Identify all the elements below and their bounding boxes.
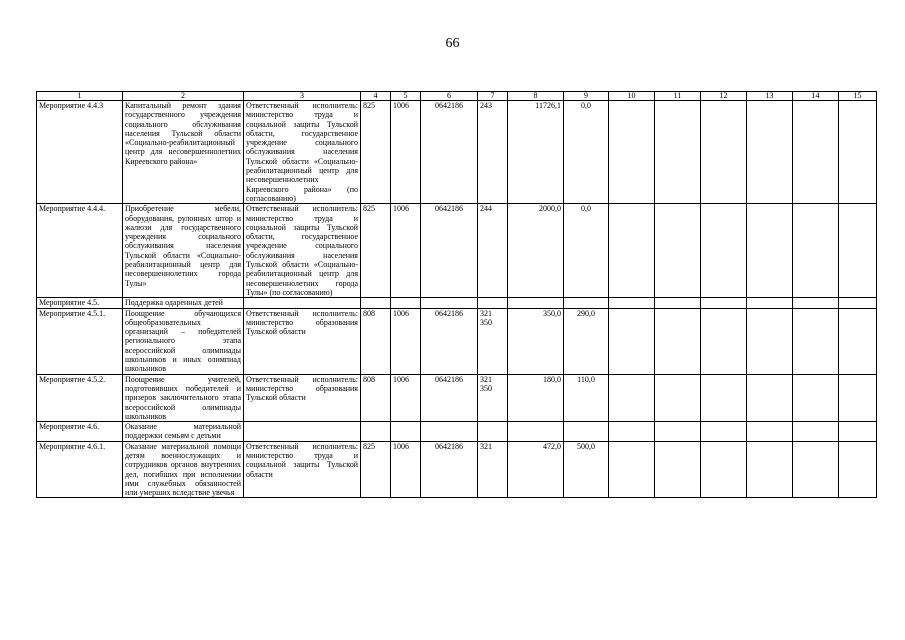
code-target: 0642186 bbox=[421, 374, 478, 421]
code-target: 0642186 bbox=[421, 101, 478, 204]
empty-cell bbox=[793, 204, 839, 298]
empty-cell bbox=[793, 101, 839, 204]
code-expense-type: 244 bbox=[478, 204, 508, 298]
measure-description: Оказание материальной помощи детям военнослужащих и сотрудников органов внутренних дел, погибших при исполнении ими служебных обязанностей или умерших вследствие увечья bbox=[123, 441, 244, 498]
amount-value: 500,0 bbox=[564, 441, 609, 498]
column-header: 12 bbox=[701, 92, 747, 101]
amount-value: 180,0 bbox=[508, 374, 564, 421]
empty-cell bbox=[478, 298, 508, 308]
empty-cell bbox=[701, 298, 747, 308]
empty-cell bbox=[655, 422, 701, 442]
measure-id: Мероприятие 4.4.3 bbox=[37, 101, 123, 204]
empty-cell bbox=[701, 308, 747, 374]
empty-cell bbox=[361, 422, 391, 442]
amount-value: 472,0 bbox=[508, 441, 564, 498]
measure-description: Поощрение учителей, подготовивших победителей и призеров заключительного этапа всероссийской олимпиады школьников bbox=[123, 374, 244, 421]
empty-cell bbox=[839, 441, 877, 498]
code-grbs: 825 bbox=[361, 101, 391, 204]
empty-cell bbox=[701, 374, 747, 421]
measure-id: Мероприятие 4.6.1. bbox=[37, 441, 123, 498]
amount-value: 2000,0 bbox=[508, 204, 564, 298]
empty-cell bbox=[793, 441, 839, 498]
measure-description: Поощрение обучающихся общеобразовательных организаций – победителей регионального этапа всероссийской олимпиады школьников и иных олимпиад школьников bbox=[123, 308, 244, 374]
amount-value: 110,0 bbox=[564, 374, 609, 421]
amount-value: 350,0 bbox=[508, 308, 564, 374]
empty-cell bbox=[609, 204, 655, 298]
empty-cell bbox=[839, 101, 877, 204]
code-grbs: 825 bbox=[361, 204, 391, 298]
code-grbs: 808 bbox=[361, 374, 391, 421]
empty-cell bbox=[508, 422, 564, 442]
empty-cell bbox=[793, 374, 839, 421]
empty-cell bbox=[701, 101, 747, 204]
table-row bbox=[37, 441, 877, 498]
empty-cell bbox=[747, 308, 793, 374]
empty-cell bbox=[655, 441, 701, 498]
empty-cell bbox=[839, 422, 877, 442]
measure-id: Мероприятие 4.5.2. bbox=[37, 374, 123, 421]
empty-cell bbox=[701, 441, 747, 498]
table-row bbox=[37, 101, 877, 204]
code-expense-type: 321 bbox=[478, 441, 508, 498]
empty-cell bbox=[361, 298, 391, 308]
responsible-executor: Ответственный исполнитель: министерство труда и социальной защиты Тульской области, государственное учреждение социального обслуживания населения Тульской области «Социально-реабилитационный центр для несовершеннолетних Киреевского района» (по согласованию) bbox=[244, 101, 361, 204]
column-header: 14 bbox=[793, 92, 839, 101]
measure-id: Мероприятие 4.4.4. bbox=[37, 204, 123, 298]
section-title: Оказание материальной поддержки семьям с детьми bbox=[123, 422, 244, 442]
code-section: 1006 bbox=[391, 308, 421, 374]
code-target: 0642186 bbox=[421, 308, 478, 374]
code-target: 0642186 bbox=[421, 441, 478, 498]
empty-cell bbox=[839, 308, 877, 374]
measure-description: Капитальный ремонт здания государственного учреждения социального обслуживания населения Тульской области «Социально-реабилитационный центр для несовершеннолетних Киреевского района» bbox=[123, 101, 244, 204]
responsible-executor: Ответственный исполнитель: министерство образования Тульской области bbox=[244, 374, 361, 421]
column-header: 13 bbox=[747, 92, 793, 101]
code-grbs: 825 bbox=[361, 441, 391, 498]
measure-id: Мероприятие 4.6. bbox=[37, 422, 123, 442]
empty-cell bbox=[839, 298, 877, 308]
empty-cell bbox=[391, 422, 421, 442]
amount-value: 11726,1 bbox=[508, 101, 564, 204]
code-target: 0642186 bbox=[421, 204, 478, 298]
column-header: 15 bbox=[839, 92, 877, 101]
empty-cell bbox=[655, 298, 701, 308]
responsible-executor: Ответственный исполнитель: министерство труда и социальной защиты Тульской области, государственное учреждение социального обслуживания населения Тульской области «Социально-реабилитационный центр для несовершеннолетних города Тулы» (по согласованию) bbox=[244, 204, 361, 298]
column-header: 2 bbox=[123, 92, 244, 101]
amount-value: 290,0 bbox=[564, 308, 609, 374]
column-header: 10 bbox=[609, 92, 655, 101]
empty-cell bbox=[839, 204, 877, 298]
program-table bbox=[36, 91, 877, 498]
header-row bbox=[37, 92, 877, 101]
empty-cell bbox=[655, 204, 701, 298]
empty-cell bbox=[564, 422, 609, 442]
amount-value: 0,0 bbox=[564, 101, 609, 204]
empty-cell bbox=[421, 422, 478, 442]
empty-cell bbox=[793, 422, 839, 442]
page-number: 66 bbox=[445, 36, 460, 51]
measure-id: Мероприятие 4.5.1. bbox=[37, 308, 123, 374]
empty-cell bbox=[508, 298, 564, 308]
code-section: 1006 bbox=[391, 374, 421, 421]
code-section: 1006 bbox=[391, 204, 421, 298]
empty-cell bbox=[793, 308, 839, 374]
empty-cell bbox=[747, 441, 793, 498]
empty-cell bbox=[564, 298, 609, 308]
column-header: 5 bbox=[391, 92, 421, 101]
empty-cell bbox=[655, 374, 701, 421]
section-row bbox=[37, 298, 877, 308]
empty-cell bbox=[244, 298, 361, 308]
empty-cell bbox=[839, 374, 877, 421]
code-section: 1006 bbox=[391, 101, 421, 204]
responsible-executor: Ответственный исполнитель: министерство труда и социальной защиты Тульской области bbox=[244, 441, 361, 498]
empty-cell bbox=[244, 422, 361, 442]
code-expense-type: 243 bbox=[478, 101, 508, 204]
column-header: 3 bbox=[244, 92, 361, 101]
empty-cell bbox=[701, 204, 747, 298]
empty-cell bbox=[391, 298, 421, 308]
code-grbs: 808 bbox=[361, 308, 391, 374]
empty-cell bbox=[793, 298, 839, 308]
column-header: 9 bbox=[564, 92, 609, 101]
empty-cell bbox=[747, 298, 793, 308]
column-header: 11 bbox=[655, 92, 701, 101]
empty-cell bbox=[478, 422, 508, 442]
code-expense-type: 321 350 bbox=[478, 308, 508, 374]
code-section: 1006 bbox=[391, 441, 421, 498]
column-header: 7 bbox=[478, 92, 508, 101]
empty-cell bbox=[655, 101, 701, 204]
table-row bbox=[37, 374, 877, 421]
amount-value: 0,0 bbox=[564, 204, 609, 298]
empty-cell bbox=[747, 374, 793, 421]
table-row bbox=[37, 308, 877, 374]
empty-cell bbox=[609, 422, 655, 442]
empty-cell bbox=[609, 441, 655, 498]
empty-cell bbox=[747, 422, 793, 442]
responsible-executor: Ответственный исполнитель: министерство образования Тульской области bbox=[244, 308, 361, 374]
column-header: 1 bbox=[37, 92, 123, 101]
table-row bbox=[37, 204, 877, 298]
empty-cell bbox=[747, 101, 793, 204]
measure-description: Приобретение мебели, оборудования, рулонных штор и жалюзи для государственного учреждения социального обслуживания населения Тульской области «Социально-реабилитационный центр для несовершеннолетних города Тулы» bbox=[123, 204, 244, 298]
empty-cell bbox=[609, 308, 655, 374]
column-header: 8 bbox=[508, 92, 564, 101]
column-header: 6 bbox=[421, 92, 478, 101]
empty-cell bbox=[609, 374, 655, 421]
empty-cell bbox=[421, 298, 478, 308]
empty-cell bbox=[655, 308, 701, 374]
empty-cell bbox=[609, 298, 655, 308]
measure-id: Мероприятие 4.5. bbox=[37, 298, 123, 308]
section-title: Поддержка одаренных детей bbox=[123, 298, 244, 308]
empty-cell bbox=[747, 204, 793, 298]
code-expense-type: 321 350 bbox=[478, 374, 508, 421]
empty-cell bbox=[701, 422, 747, 442]
section-row bbox=[37, 422, 877, 442]
empty-cell bbox=[609, 101, 655, 204]
column-header: 4 bbox=[361, 92, 391, 101]
